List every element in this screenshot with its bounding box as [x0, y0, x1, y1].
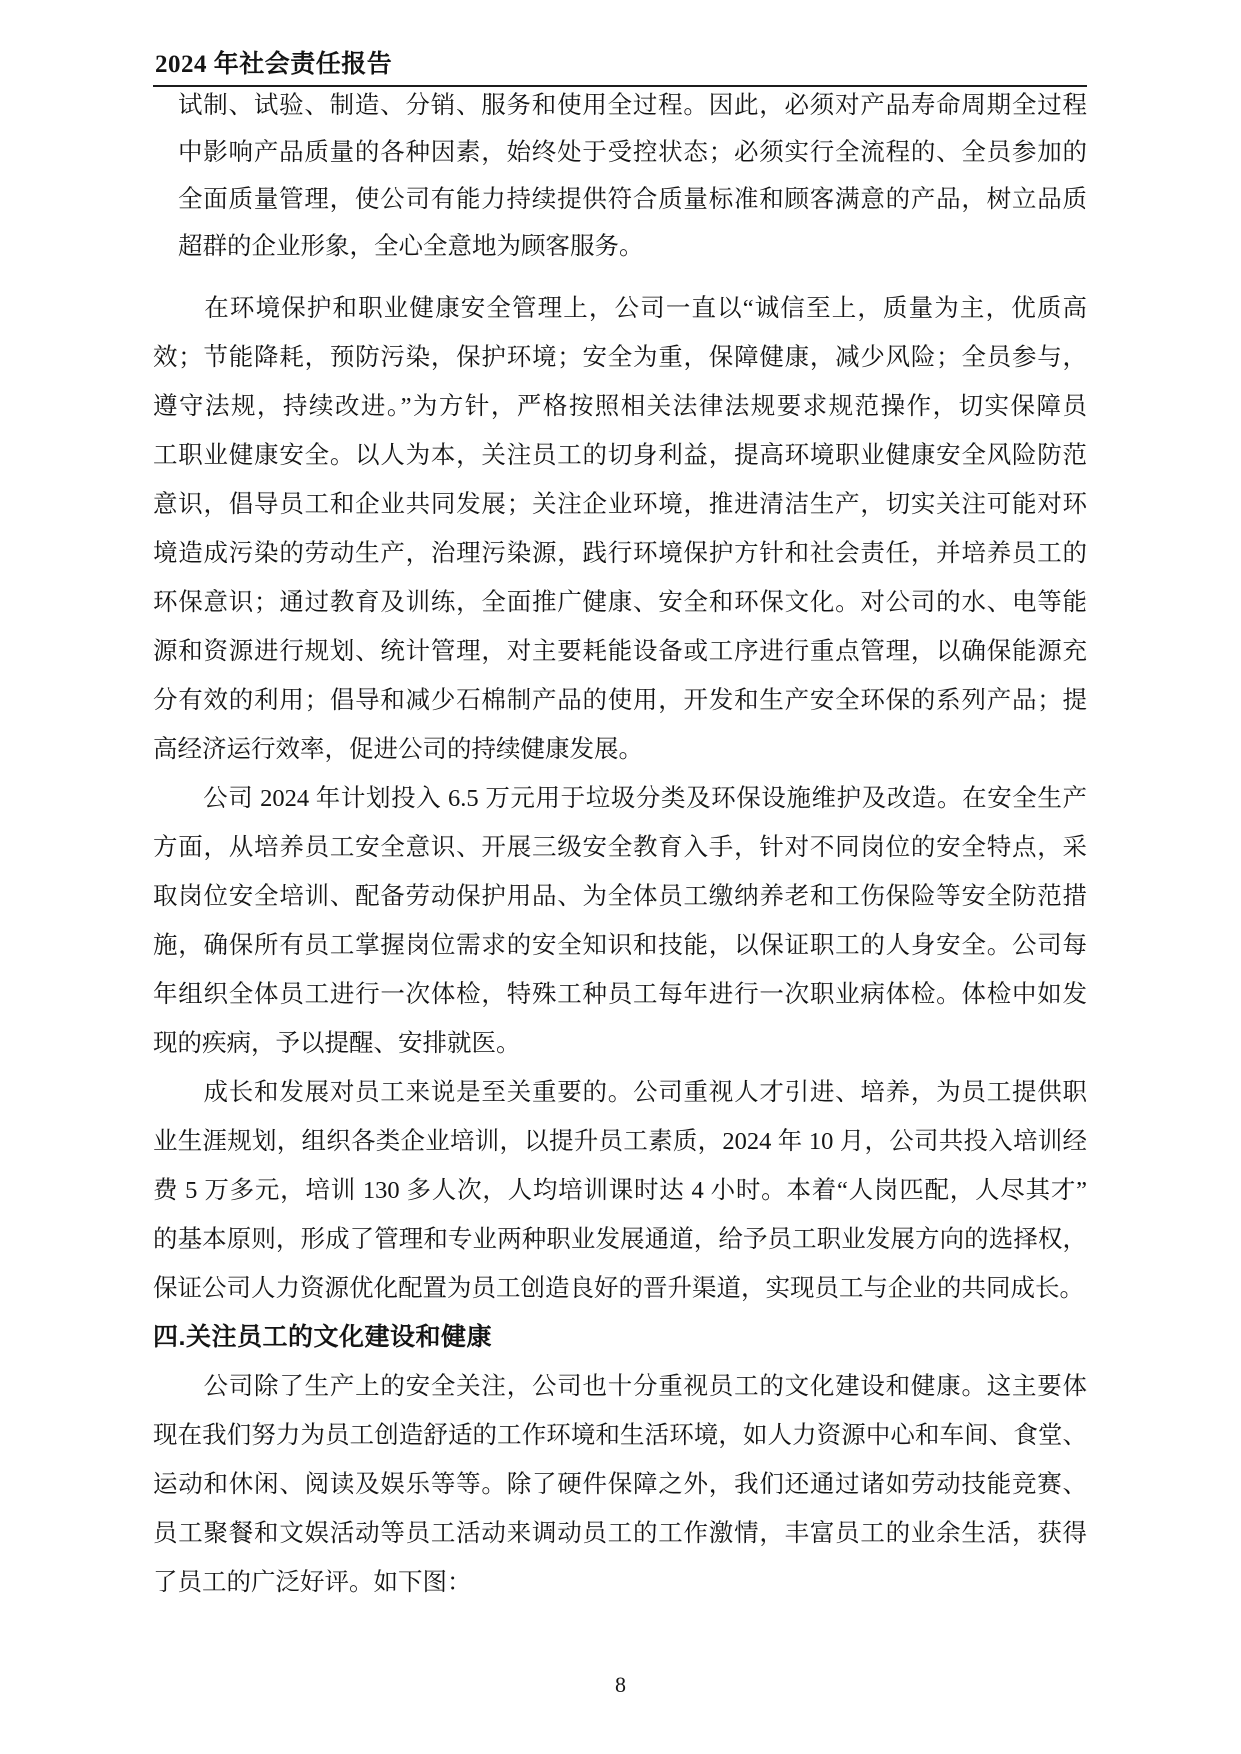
text-line: 现的疾病，予以提醒、安排就医。 — [153, 1030, 521, 1057]
paragraph — [153, 1362, 1087, 1607]
header-title: 2024 年社会责任报告 — [155, 51, 393, 78]
text-line: 高经济运行效率，促进公司的持续健康发展。 — [153, 736, 643, 763]
text-line: 方面，从培养员工安全意识、开展三级安全教育入手，针对不同岗位的安全特点，采 — [153, 834, 1087, 861]
text-line: 取岗位安全培训、配备劳动保护用品、为全体员工缴纳养老和工伤保险等安全防范措 — [153, 883, 1087, 910]
text-line: 遵守法规，持续改进。”为方针，严格按照相关法律法规要求规范操作，切实保障员 — [153, 393, 1087, 420]
paragraph — [153, 284, 1087, 774]
text-line: 分有效的利用；倡导和减少石棉制产品的使用，开发和生产安全环保的系列产品；提 — [153, 687, 1087, 714]
text-line: 公司除了生产上的安全关注，公司也十分重视员工的文化建设和健康。这主要体 — [153, 1373, 1087, 1400]
text-line: 施，确保所有员工掌握岗位需求的安全知识和技能，以保证职工的人身安全。公司每 — [153, 932, 1087, 959]
text-line: 公司 2024 年计划投入 6.5 万元用于垃圾分类及环保设施维护及改造。在安全生产 — [153, 785, 1087, 812]
section-heading: 四.关注员工的文化建设和健康 — [153, 1323, 492, 1351]
document-body — [153, 82, 1087, 1607]
text-line: 成长和发展对员工来说是至关重要的。公司重视人才引进、培养，为员工提供职 — [153, 1079, 1087, 1106]
page-number: 8 — [615, 1672, 626, 1697]
page-footer — [0, 1672, 1241, 1698]
text-line: 了员工的广泛好评。如下图： — [153, 1569, 472, 1596]
text-line: 年组织全体员工进行一次体检，特殊工种员工每年进行一次职业病体检。体检中如发 — [153, 981, 1087, 1008]
paragraph — [153, 82, 1087, 270]
text-line: 保证公司人力资源优化配置为员工创造良好的晋升渠道，实现员工与企业的共同成长。 — [153, 1275, 1084, 1302]
text-line: 环保意识；通过教育及训练，全面推广健康、安全和环保文化。对公司的水、电等能 — [153, 589, 1087, 616]
text-line: 员工聚餐和文娱活动等员工活动来调动员工的工作激情，丰富员工的业余生活，获得 — [153, 1520, 1087, 1547]
text-line: 的基本原则，形成了管理和专业两种职业发展通道，给予员工职业发展方向的选择权， — [153, 1226, 1087, 1253]
text-line: 效；节能降耗，预防污染，保护环境；安全为重，保障健康，减少风险；全员参与， — [153, 344, 1087, 371]
paragraph — [153, 1068, 1087, 1313]
text-line: 全面质量管理，使公司有能力持续提供符合质量标准和顾客满意的产品，树立品质 — [178, 186, 1087, 213]
text-line: 试制、试验、制造、分销、服务和使用全过程。因此，必须对产品寿命周期全过程 — [178, 92, 1087, 119]
text-line: 境造成污染的劳动生产，治理污染源，践行环境保护方针和社会责任，并培养员工的 — [153, 540, 1087, 567]
text-line: 在环境保护和职业健康安全管理上，公司一直以“诚信至上，质量为主，优质高 — [153, 295, 1087, 322]
text-line: 工职业健康安全。以人为本，关注员工的切身利益，提高环境职业健康安全风险防范 — [153, 442, 1087, 469]
text-line: 现在我们努力为员工创造舒适的工作环境和生活环境，如人力资源中心和车间、食堂、 — [153, 1422, 1087, 1449]
text-line: 源和资源进行规划、统计管理，对主要耗能设备或工序进行重点管理，以确保能源充 — [153, 638, 1087, 665]
text-line: 运动和休闲、阅读及娱乐等等。除了硬件保障之外，我们还通过诸如劳动技能竞赛、 — [153, 1471, 1087, 1498]
text-line: 中影响产品质量的各种因素，始终处于受控状态；必须实行全流程的、全员参加的 — [178, 139, 1087, 166]
text-line: 费 5 万多元，培训 130 多人次，人均培训课时达 4 小时。本着“人岗匹配，人尽其才” — [153, 1177, 1087, 1204]
text-line: 意识，倡导员工和企业共同发展；关注企业环境，推进清洁生产，切实关注可能对环 — [153, 491, 1087, 518]
paragraph — [153, 774, 1087, 1068]
text-line: 业生涯规划，组织各类企业培训，以提升员工素质，2024 年 10 月，公司共投入培训经 — [153, 1128, 1087, 1155]
text-line: 超群的企业形象，全心全意地为顾客服务。 — [178, 233, 644, 260]
